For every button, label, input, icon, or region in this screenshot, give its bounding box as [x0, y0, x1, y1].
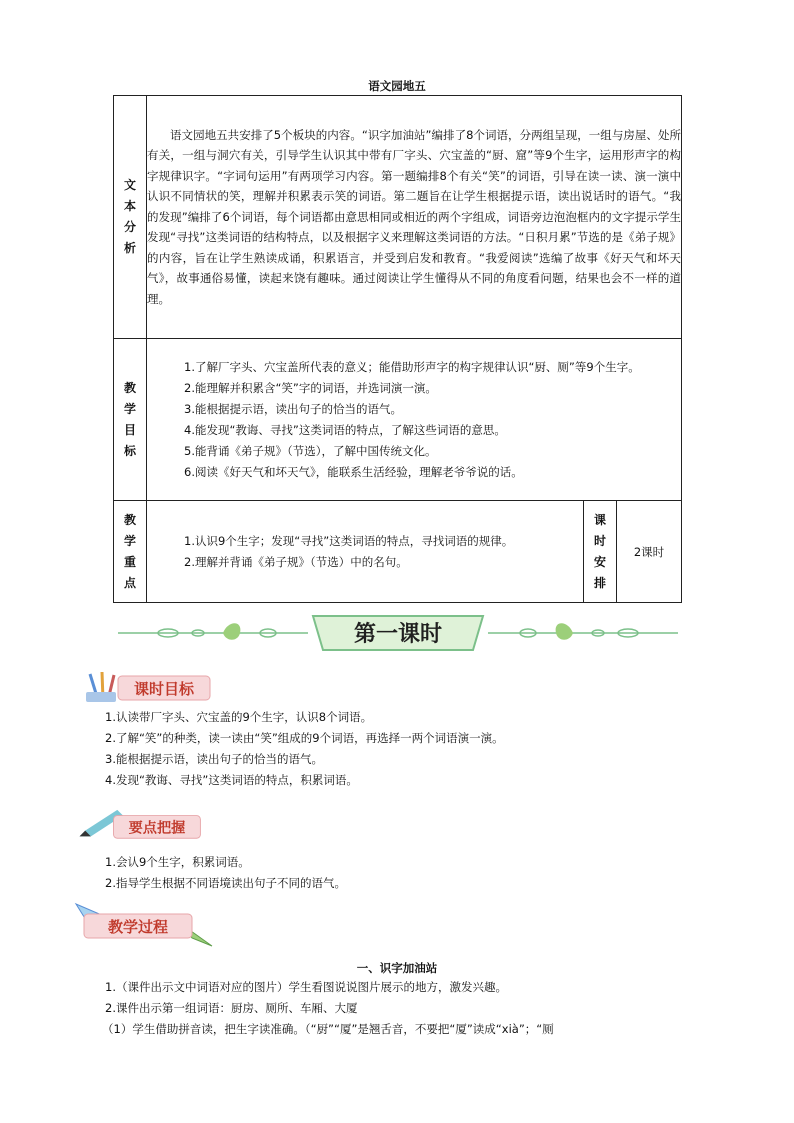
keypoints-header — [72, 808, 207, 842]
process-title: 教学过程 — [107, 918, 169, 936]
objectives-list — [105, 707, 504, 791]
objective-item: 1.认读带厂字头、穴宝盖的9个生字，认识8个词语。 — [105, 710, 373, 724]
objective-item: 4.发现“教诲、寻找”这类词语的特点，积累词语。 — [105, 773, 358, 787]
goals-label: 教 学 目 标 — [114, 339, 147, 501]
analysis-label: 文 本 分 析 — [114, 96, 147, 339]
key-points-label: 教 学 重 点 — [114, 501, 147, 603]
objective-item: 2.了解“笑”的种类，读一读由“笑”组成的9个词语，再选择一两个词语演一演。 — [105, 731, 504, 745]
banner-text: 第一课时 — [353, 621, 443, 647]
page-title: 语文园地五 — [368, 79, 426, 93]
brushes-icon — [86, 672, 116, 702]
process-line: 2.课件出示第一组词语：厨房、厕所、车厢、大厦 — [105, 1001, 358, 1015]
process-line: 1.（课件出示文中词语对应的图片）学生看图说说图片展示的地方，激发兴趣。 — [105, 980, 507, 994]
objective-item: 3.能根据提示语，读出句子的恰当的语气。 — [105, 752, 323, 766]
right-vine-ornament — [488, 629, 678, 637]
key-point-item: 2.理解并背诵《弟子规》（节选）中的名句。 — [184, 554, 408, 569]
process-body — [102, 977, 745, 1040]
goal-item: 6.阅读《好天气和坏天气》，能联系生活经验，理解老爷爷说的话。 — [184, 464, 523, 479]
keypoints-list — [105, 852, 346, 894]
objectives-title: 课时目标 — [133, 680, 195, 698]
goal-item: 1.了解厂字头、穴宝盖所代表的意义；能借助形声字的构字规律认识“厨、厕”等9个生字。 — [184, 359, 640, 374]
class-hours: 2课时 — [617, 501, 682, 603]
process-line: （1）学生借助拼音读，把生字读准确。（“厨”“厦”是翘舌音，不要把“厦”读成“xià”；“厕 — [102, 1022, 554, 1036]
left-leaf-icon — [223, 623, 240, 640]
key-point-item: 1.认识9个生字；发现“寻找”这类词语的特点，寻找词语的规律。 — [184, 533, 514, 548]
analysis-text: 语文园地五共安排了5个板块的内容。“识字加油站”编排了8个词语，分两组呈现，一组与房屋、处所有关，一组与洞穴有关，引导学生认识其中带有厂字头、穴宝盖的“厨、窟”等9个生字，运用形声字的构字规律识字。“字词句运用”有两项学习内容。第一题编排8个有关“笑”的词语，引导在读一读、演一演中认识不同情状的笑，理解并积累表示笑的词语。第二题旨在让学生根据提示语，读出说话时的语气。“我的发现”编排了6个词语，每个词语都由意思相同或相近的两个字组成，词语旁边泡泡框内的文字提示学生发现“寻找”这类词语的结构特点，以及根据字义来理解这类词语的方法。“日积月累”节选的是《弟子规》的内容，旨在让学生熟读成诵，积累语言，并受到启发和教育。“我爱阅读”选编了故事《好天气和坏天气》，故事通俗易懂，读起来饶有趣味。通过阅读让学生懂得从不同的角度看问题，结果也会不一样的道理。 — [147, 96, 682, 339]
left-vine-ornament — [118, 629, 308, 637]
keypoint-item: 2.指导学生根据不同语境读出句子不同的语气。 — [105, 876, 346, 890]
lesson-banner — [118, 612, 678, 654]
goal-item: 4.能发现“教诲、寻找”这类词语的特点，了解这些词语的意思。 — [184, 422, 506, 437]
lesson-plan-table — [113, 95, 682, 603]
goal-item: 5.能背诵《弟子规》（节选），了解中国传统文化。 — [184, 443, 437, 458]
keypoint-item: 1.会认9个生字，积累词语。 — [105, 855, 250, 869]
goals-list — [147, 339, 682, 501]
keypoints-title: 要点把握 — [128, 820, 186, 837]
goal-item: 2.能理解并积累含“笑”字的词语，并选词演一演。 — [184, 380, 437, 395]
right-leaf-icon — [556, 623, 573, 640]
process-header — [74, 900, 214, 950]
key-points-list — [147, 501, 584, 603]
objectives-header — [78, 670, 213, 704]
schedule-label: 课 时 安 排 — [584, 501, 617, 603]
process-heading: 一、识字加油站 — [356, 961, 438, 975]
goal-item: 3.能根据提示语，读出句子的恰当的语气。 — [184, 401, 402, 416]
